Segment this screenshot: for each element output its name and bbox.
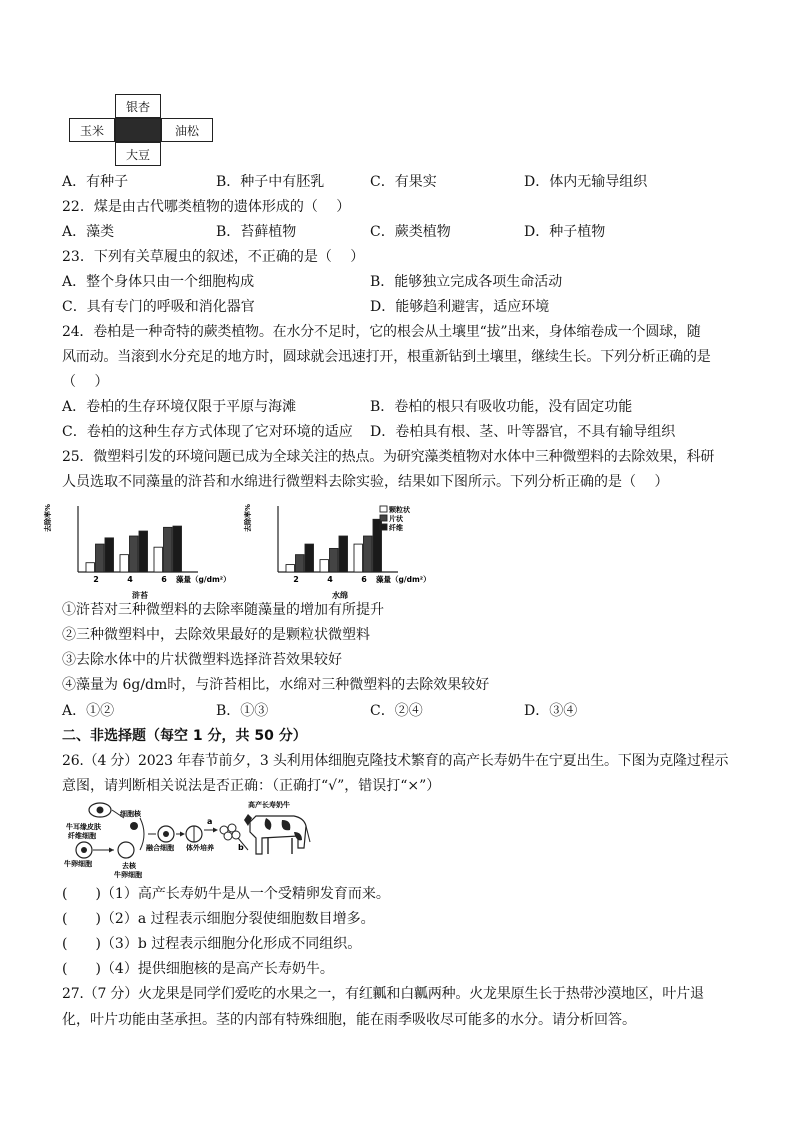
q23-option-c: C．具有专门的呼吸和消化器官 (62, 299, 255, 315)
q23-option-a: A．整个身体只由一个细胞构成 (62, 274, 255, 290)
process-b-label: b (238, 843, 244, 852)
q24-option-a: A．卷柏的生存环境仅限于平原与海滩 (62, 399, 297, 415)
x-axis-label: 藻量（g/dm²） (376, 575, 431, 584)
q22-option-b: B．苔藓植物 (216, 224, 297, 240)
cross-left-label: 玉米 (79, 123, 104, 138)
q26-item-4: ( )（4）提供细胞核的是高产长寿奶牛。 (62, 961, 334, 977)
process-a-label: a (207, 817, 213, 826)
legend-swatch-片状 (380, 515, 387, 521)
q27-stem-line1: 27.（7 分）火龙果是同学们爱吃的水果之一，有红瓤和白瓤两种。火龙果原生长于热带沙漠地区，叶片退 (62, 986, 704, 1002)
q24-stem-line2: 风而动。当滚到水分充足的地方时，圆球就会迅速打开，根重新钻到土壤里，继续生长。下列分析正确的是 (62, 349, 711, 365)
egg-label: 牛卵细胞 (64, 860, 92, 868)
x-tick-label: 2 (293, 575, 299, 584)
culture-label: 体外培养 (186, 844, 214, 852)
bar-纤维-6 (173, 526, 182, 572)
donor-label-1: 牛耳缘皮肤 (66, 823, 101, 831)
q25-stem-line2: 人员选取不同藻量的浒苔和水绵进行微塑料去除实验，结果如下图所示。下列分析正确的是（ ） (62, 474, 669, 490)
q21-option-a: A．有种子 (62, 174, 129, 190)
legend-label-纤维: 纤维 (389, 524, 403, 532)
bar-颗粒状-2 (86, 563, 95, 572)
q22-option-c: C．蕨类植物 (370, 224, 451, 240)
chart-legend (380, 505, 410, 532)
cloning-process-diagram (62, 798, 312, 880)
cross-bottom-cell (115, 142, 161, 166)
q21-option-d: D．体内无输导组织 (524, 174, 648, 190)
bar-纤维-2 (105, 538, 114, 572)
x-tick-label: 2 (93, 575, 99, 584)
y-axis-label: 去除率% (44, 503, 52, 532)
bar-片状-2 (296, 555, 305, 572)
q26-item-3: ( )（3）b 过程表示细胞分化形成不同组织。 (62, 936, 362, 952)
q25-stem-line1: 25．微塑料引发的环境问题已成为全球关注的热点。为研究藻类植物对水体中三种微塑料的去除效果，科研 (62, 449, 715, 465)
q25-option-c: C．②④ (370, 703, 423, 719)
q23-stem: 23．下列有关草履虫的叙述，不正确的是（ ） (62, 249, 365, 265)
bar-纤维-4 (339, 536, 348, 572)
q22-option-d: D．种子植物 (524, 224, 606, 240)
legend-label-颗粒状: 颗粒状 (389, 506, 410, 514)
cross-bottom-label: 大豆 (125, 147, 150, 162)
bar-片状-4 (330, 548, 339, 572)
enucleated-egg-icon (118, 842, 134, 858)
cross-right-cell (161, 118, 213, 142)
chart-title: 水绵 (332, 591, 348, 600)
q24-option-b: B．卷柏的根只有吸收功能，没有固定功能 (370, 399, 633, 415)
q25-option-d: D．③④ (524, 703, 578, 719)
chart-title: 浒苔 (132, 591, 148, 600)
bar-片状-6 (164, 527, 173, 572)
donor-label-2: 纤维细胞 (68, 832, 96, 840)
legend-label-片状: 片状 (389, 515, 403, 523)
q22-option-a: A．藻类 (62, 224, 115, 240)
dairy-cow-icon (244, 814, 310, 854)
bar-纤维-4 (139, 531, 148, 572)
bar-颗粒状-6 (154, 547, 163, 572)
bar-颗粒状-2 (286, 565, 295, 572)
bar-颗粒状-4 (320, 560, 329, 572)
legend-swatch-纤维 (380, 524, 387, 530)
bar-片状-6 (364, 536, 373, 572)
bar-颗粒状-4 (120, 555, 129, 572)
q24-option-c: C．卷柏的这种生存方式体现了它对环境的适应 (62, 424, 353, 440)
q23-option-b: B．能够独立完成各项生命活动 (370, 274, 563, 290)
q25-statement-1: ①浒苔对三种微塑料的去除率随藻量的增加有所提升 (62, 602, 384, 618)
y-axis-label: 去除率% (244, 503, 252, 532)
x-axis-label: 藻量（g/dm²） (176, 575, 231, 584)
q24-stem-line1: 24．卷柏是一种奇特的蕨类植物。在水分不足时，它的根会从土壤里“拔”出来，身体缩卷成一个圆球，随 (62, 324, 701, 340)
q26-item-1: ( )（1）高产长寿奶牛是从一个受精卵发育而来。 (62, 886, 390, 902)
cross-top-label: 银杏 (125, 99, 150, 114)
q25-option-b: B．①③ (216, 703, 269, 719)
bar-片状-2 (96, 544, 105, 572)
q24-option-d: D．卷柏具有根、茎、叶等器官，不具有输导组织 (370, 424, 676, 440)
cross-center-cell (115, 118, 161, 142)
q22-stem: 22．煤是由古代哪类植物的遗体形成的（ ） (62, 199, 351, 215)
nucleus-label: 细胞核 (120, 810, 141, 818)
nucleus-icon (130, 822, 138, 830)
embryo-cluster-icon (220, 824, 240, 840)
q21-option-b: B．种子中有胚乳 (216, 174, 325, 190)
cross-right-label: 油松 (174, 123, 199, 138)
enucleated-label-1: 去核 (122, 862, 136, 870)
legend-swatch-颗粒状 (380, 506, 387, 512)
q25-statement-3: ③去除水体中的片状微塑料选择浒苔效果较好 (62, 652, 342, 668)
q26-stem-line2: 意图，请判断相关说法是否正确：（正确打“√”，错误打“×”） (62, 778, 441, 794)
bar-颗粒状-6 (354, 544, 363, 572)
bar-片状-4 (130, 536, 139, 572)
x-tick-label: 6 (161, 575, 167, 584)
q25-option-a: A．①② (62, 703, 115, 719)
x-tick-label: 6 (361, 575, 367, 584)
x-tick-label: 4 (327, 575, 333, 584)
cow-label: 高产长寿奶牛 (248, 801, 290, 809)
q25-statement-2: ②三种微塑料中，去除效果最好的是颗粒状微塑料 (62, 627, 370, 643)
chart-hutai (43, 504, 231, 600)
q23-option-d: D．能够趋利避害，适应环境 (370, 299, 550, 315)
x-tick-label: 4 (127, 575, 133, 584)
q26-item-2: ( )（2）a 过程表示细胞分裂使细胞数目增多。 (62, 911, 375, 927)
cross-left-cell (69, 118, 115, 142)
q25-statement-4: ④藻量为 6g/dm时，与浒苔相比，水绵对三种微塑料的去除效果较好 (62, 677, 490, 693)
q26-stem-line1: 26.（4 分）2023 年春节前夕，3 头利用体细胞克隆技术繁育的高产长寿奶牛在宁夏出生。下图为克隆过程示 (62, 753, 729, 769)
q27-stem-line2: 化，叶片功能由茎承担。茎的内部有特殊细胞，能在雨季吸收尽可能多的水分。请分析回答。 (62, 1012, 636, 1028)
q21-option-c: C．有果实 (370, 174, 437, 190)
q24-stem-line3: （ ） (62, 374, 109, 390)
cross-top-cell (115, 94, 161, 118)
fused-label: 融合细胞 (146, 844, 174, 852)
enucleated-label-2: 牛卵细胞 (114, 871, 142, 879)
bar-纤维-2 (305, 544, 314, 572)
section-2-heading: 二、非选择题（每空 1 分，共 50 分） (62, 728, 307, 744)
